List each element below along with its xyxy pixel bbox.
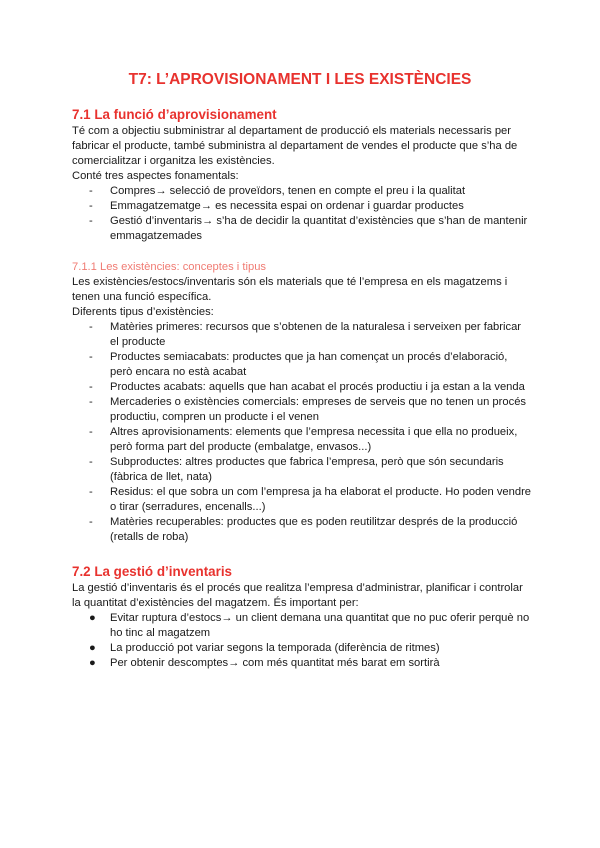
- dash-marker: -: [89, 486, 93, 498]
- list-item: [72, 320, 534, 350]
- list-lead: Diferents tipus d’existències:: [72, 306, 214, 318]
- dash-marker: -: [89, 381, 93, 393]
- text-line: Les existències/estocs/inventaris són els materials que té l’empresa en els magatzems i: [72, 276, 508, 288]
- section-existencies: [72, 260, 534, 545]
- item-line: Evitar ruptura d’estocs→ un client demana una quantitat que no puc oferir perquè no: [110, 612, 530, 624]
- section-heading: 7.2 La gestió d’inventaris: [72, 564, 232, 579]
- dash-marker: -: [89, 215, 93, 227]
- item-line: Gestió d’inventaris→ s’ha de decidir la quantitat d’existències que s’han de mantenir: [110, 215, 528, 227]
- item-line: (retalls de roba): [110, 531, 189, 543]
- section-aprovisionament: [72, 106, 534, 244]
- dash-marker: -: [89, 321, 93, 333]
- text-line: la quantitat d’existències del magatzem. És important per:: [72, 597, 359, 609]
- text-line: comercialitzar i organitza les existències.: [72, 155, 275, 167]
- list-item: [72, 350, 534, 380]
- item-line: La producció pot variar segons la temporada (diferència de ritmes): [110, 642, 440, 654]
- dash-marker: -: [89, 516, 93, 528]
- item-line: Emmagatzematge→ es necessita espai on ordenar i guardar productes: [110, 200, 464, 212]
- subsection-heading: 7.1.1 Les existències: conceptes i tipus: [72, 261, 267, 273]
- item-line: emmagatzemades: [110, 230, 203, 242]
- item-line: productiu, compren un producte i el venen: [110, 411, 319, 423]
- list-item: [72, 425, 534, 455]
- list-item: [72, 199, 534, 214]
- reasons-list: [72, 611, 534, 671]
- item-line: Per obtenir descomptes→ com més quantitat més barat em sortirà: [110, 657, 440, 669]
- item-line: però forma part del producte (embalatge, envasos...): [110, 441, 372, 453]
- item-line: Mercaderies o existències comercials: empreses de serveis que no tenen un procés: [110, 396, 527, 408]
- item-line: el producte: [110, 336, 166, 348]
- text-line: fabricar el producte, també subministra al departament de vendes el producte que s’ha de: [72, 140, 518, 152]
- dash-marker: -: [89, 351, 93, 363]
- list-item: [72, 214, 534, 244]
- list-item: [72, 485, 534, 515]
- section-gestio-inventaris: [72, 563, 534, 671]
- section-heading: 7.1 La funció d’aprovisionament: [72, 107, 277, 122]
- text-line: La gestió d’inventaris és el procés que realitza l’empresa d’administrar, planificar i controlar: [72, 582, 523, 594]
- aspects-list: [72, 184, 534, 244]
- dash-marker: -: [89, 200, 93, 212]
- item-line: però encara no està acabat: [110, 366, 247, 378]
- dash-marker: -: [89, 396, 93, 408]
- list-item: [72, 380, 534, 395]
- list-lead: Conté tres aspectes fonamentals:: [72, 170, 239, 182]
- document-content: [72, 106, 534, 671]
- list-item: [72, 184, 534, 199]
- item-line: Altres aprovisionaments: elements que l’empresa necessita i que ella no produeix,: [110, 426, 518, 438]
- item-line: Subproductes: altres productes que fabrica l’empresa, però que són secundaris: [110, 456, 504, 468]
- item-line: Productes acabats: aquells que han acabat el procés productiu i ja estan a la venda: [110, 381, 525, 393]
- page-title: T7: L’APROVISIONAMENT I LES EXISTÈNCIES: [128, 71, 472, 88]
- bullet-marker: ●: [89, 642, 96, 654]
- dash-marker: -: [89, 426, 93, 438]
- item-line: o tirar (serradures, encenalls...): [110, 501, 266, 513]
- item-line: Matèries primeres: recursos que s’obtenen de la naturalesa i serveixen per fabricar: [110, 321, 522, 333]
- list-item: [72, 656, 534, 671]
- bullet-marker: ●: [89, 657, 96, 669]
- item-line: Matèries recuperables: productes que es poden reutilitzar després de la producció: [110, 516, 518, 528]
- intro-paragraph: [72, 275, 534, 305]
- item-line: Compres→ selecció de proveïdors, tenen en compte el preu i la qualitat: [110, 185, 466, 197]
- list-item: [72, 641, 534, 656]
- text-line: tenen una funció específica.: [72, 291, 212, 303]
- item-line: Residus: el que sobra un com l’empresa ja ha elaborat el producte. Ho poden vendre: [110, 486, 532, 498]
- dash-marker: -: [89, 456, 93, 468]
- item-line: ho tinc al magatzem: [110, 627, 211, 639]
- bullet-marker: ●: [89, 612, 96, 624]
- list-item: [72, 515, 534, 545]
- dash-marker: -: [89, 185, 93, 197]
- intro-paragraph: [72, 124, 534, 169]
- types-list: [72, 320, 534, 545]
- item-line: Productes semiacabats: productes que ja han començat un procés d’elaboració,: [110, 351, 508, 363]
- list-item: [72, 395, 534, 425]
- intro-paragraph: [72, 581, 534, 611]
- text-line: Té com a objectiu subministrar al departament de producció els materials necessaris per: [72, 125, 512, 137]
- list-item: [72, 611, 534, 641]
- item-line: (fàbrica de llet, nata): [110, 471, 212, 483]
- list-item: [72, 455, 534, 485]
